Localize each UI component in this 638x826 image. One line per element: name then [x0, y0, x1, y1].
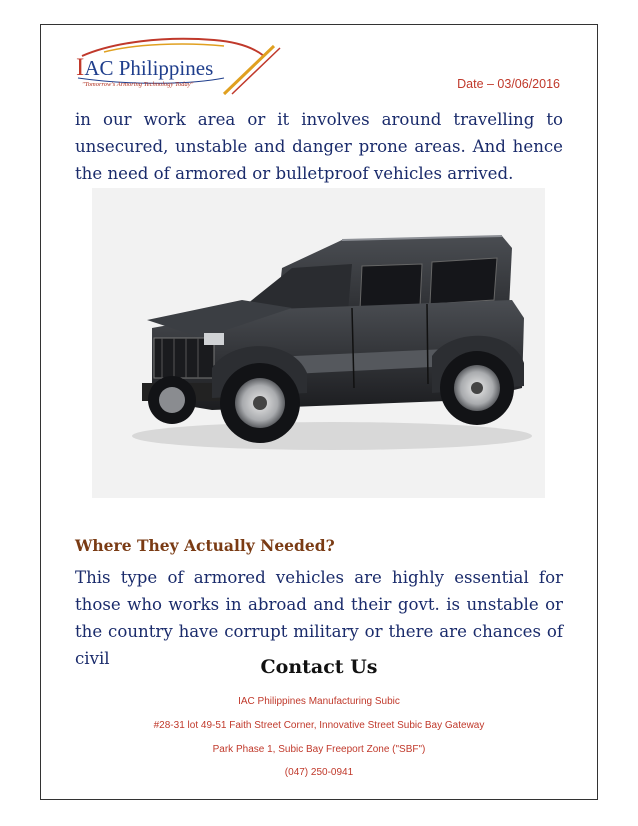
- document-date: Date – 03/06/2016: [457, 77, 560, 91]
- contact-title: Contact Us: [260, 656, 378, 678]
- armored-vehicle-image: [92, 188, 545, 498]
- contact-address-line-2: Park Phase 1, Subic Bay Freeport Zone ("SBF"): [212, 744, 426, 755]
- logo-name: AC Philippines: [84, 56, 214, 80]
- iac-logo: [74, 34, 294, 100]
- section-paragraph: This type of armored vehicles are highly essential for those who works in abroad and their govt. is unstable or the country have corrupt military or there are chances of civil: [75, 568, 563, 668]
- logo-initial: I: [76, 54, 85, 81]
- logo-tagline: "Tomorrow's Armoring Technology Today": [82, 81, 194, 88]
- contact-company: IAC Philippines Manufacturing Subic: [238, 696, 400, 707]
- contact-address-line-1: #28-31 lot 49-51 Faith Street Corner, Innovative Street Subic Bay Gateway: [153, 720, 485, 731]
- intro-paragraph: in our work area or it involves around travelling to unsecured, unstable and danger prone areas. And hence the need of armored or bulletproof vehicles arrived.: [75, 110, 563, 183]
- section-heading: Where They Actually Needed?: [75, 536, 335, 555]
- contact-phone: (047) 250-0941: [284, 767, 354, 778]
- logo-wordmark: [76, 54, 213, 82]
- armored-suv-icon: [92, 188, 545, 498]
